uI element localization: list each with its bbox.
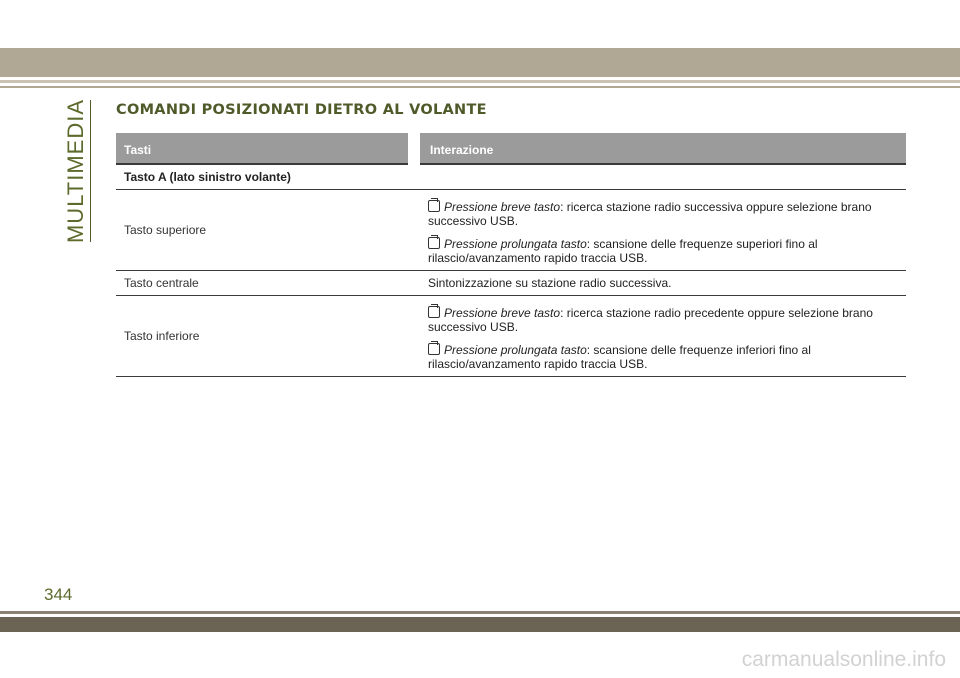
top-divider-light — [0, 80, 960, 83]
item-text: : scansione delle frequenze inferiori fino al rilascio/avanzamento rapido traccia USB. — [428, 342, 811, 371]
side-label-text: MULTIMEDIA — [63, 98, 88, 244]
bottom-decorative-band — [0, 617, 960, 632]
item-term: Pressione prolungata tasto — [444, 342, 587, 357]
table-row — [116, 271, 906, 296]
watermark: carmanualsonline.info — [741, 648, 946, 671]
table-row — [116, 296, 906, 377]
group-label: Tasto A (lato sinistro volante) — [116, 164, 906, 190]
interaction-item — [428, 199, 898, 228]
item-term: Pressione breve tasto — [444, 305, 561, 320]
item-term: Pressione prolungata tasto — [444, 236, 587, 251]
top-decorative-band — [0, 48, 960, 77]
checkbox-icon — [428, 306, 440, 318]
checkbox-icon — [428, 343, 440, 355]
row-label: Tasto inferiore — [116, 296, 414, 377]
item-term: Pressione breve tasto — [444, 199, 561, 214]
controls-table — [116, 133, 906, 377]
table-header-row — [116, 133, 906, 164]
header-tasti: Tasti — [116, 133, 414, 164]
interaction-item — [428, 305, 898, 334]
top-divider-dark — [0, 86, 960, 88]
row-interaction — [414, 190, 906, 271]
page-number: 344 — [44, 585, 73, 604]
row-interaction — [414, 296, 906, 377]
item-text: : ricerca stazione radio precedente oppure selezione brano successivo USB. — [428, 305, 873, 334]
section-side-label — [62, 100, 91, 242]
section-title: COMANDI POSIZIONATI DIETRO AL VOLANTE — [116, 102, 487, 118]
table-row — [116, 190, 906, 271]
table-group-row — [116, 164, 906, 190]
checkbox-icon — [428, 200, 440, 212]
bottom-divider — [0, 611, 960, 614]
row-interaction: Sintonizzazione su stazione radio successiva. — [414, 271, 906, 296]
row-label: Tasto superiore — [116, 190, 414, 271]
item-text: : ricerca stazione radio successiva oppure selezione brano successivo USB. — [428, 199, 872, 228]
header-interazione: Interazione — [414, 133, 906, 164]
item-text: : scansione delle frequenze superiori fino al rilascio/avanzamento rapido traccia USB. — [428, 236, 818, 265]
row-label: Tasto centrale — [116, 271, 414, 296]
checkbox-icon — [428, 237, 440, 249]
interaction-item — [428, 236, 898, 265]
interaction-item — [428, 342, 898, 371]
